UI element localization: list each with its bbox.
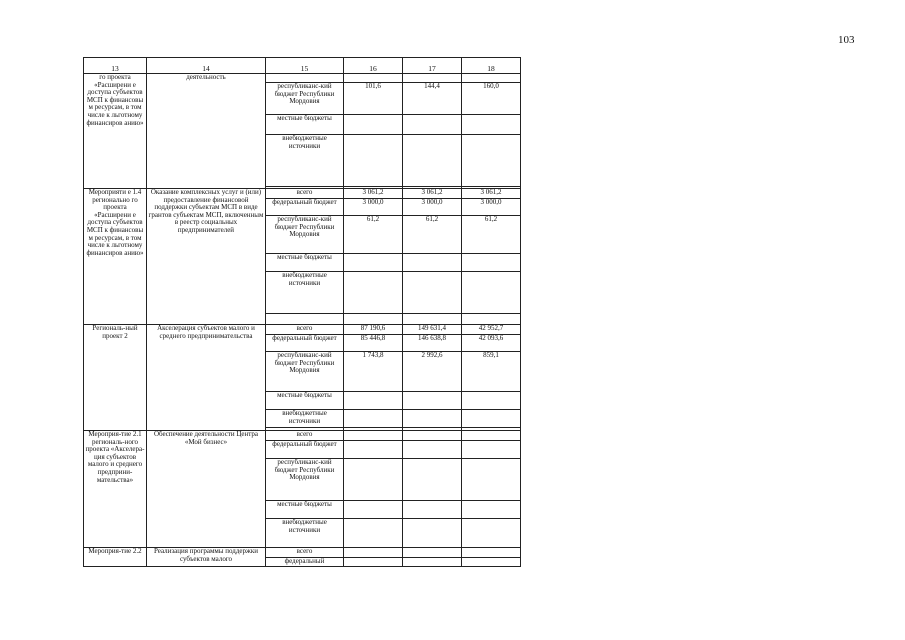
source-cell: всего [266, 431, 344, 441]
value-cell [403, 459, 462, 501]
header-cell: 14 [147, 58, 266, 74]
value-cell [462, 135, 521, 187]
header-cell: 15 [266, 58, 344, 74]
value-cell: 61,2 [344, 216, 403, 254]
source-cell [266, 74, 344, 83]
value-cell [462, 314, 521, 325]
value-cell [462, 272, 521, 314]
header-row [84, 58, 521, 74]
value-cell [462, 254, 521, 272]
event-name-cell: Мероприяти е 1.4 регионально го проекта «Расширени е доступа субъектов МСП к финансовы м ресурсам, в том числе к льготному финансиров анию» [84, 189, 147, 325]
value-cell: 1 743,8 [344, 352, 403, 392]
value-cell [344, 519, 403, 548]
value-cell: 3 000,0 [462, 199, 521, 216]
table-row [84, 189, 521, 199]
budget-table [83, 57, 521, 567]
value-cell [403, 135, 462, 187]
value-cell [462, 558, 521, 567]
value-cell [403, 558, 462, 567]
value-cell: 101,6 [344, 83, 403, 115]
value-cell: 149 631,4 [403, 325, 462, 335]
table-row [84, 431, 521, 441]
value-cell: 87 190,6 [344, 325, 403, 335]
value-cell [403, 272, 462, 314]
description-cell: деятельность [147, 74, 266, 189]
description-cell: Акселерация субъектов малого и среднего предпринимательства [147, 325, 266, 431]
value-cell [462, 115, 521, 135]
value-cell: 42 952,7 [462, 325, 521, 335]
header-cell: 13 [84, 58, 147, 74]
header-cell: 16 [344, 58, 403, 74]
event-name-cell: го проекта «Расширени е доступа субъектов МСП к финансовы м ресурсам, в том числе к льготному финансиров анию» [84, 74, 147, 189]
header-cell: 18 [462, 58, 521, 74]
value-cell [403, 392, 462, 410]
value-cell: 61,2 [462, 216, 521, 254]
source-cell: внебюджетные источники [266, 519, 344, 548]
value-cell [344, 410, 403, 428]
header-cell: 17 [403, 58, 462, 74]
page-number: 103 [838, 34, 855, 46]
value-cell [462, 441, 521, 459]
source-cell: внебюджетные источники [266, 410, 344, 428]
source-cell: местные бюджеты [266, 115, 344, 135]
value-cell [403, 519, 462, 548]
value-cell: 3 061,2 [344, 189, 403, 199]
value-cell [403, 501, 462, 519]
value-cell: 160,0 [462, 83, 521, 115]
value-cell: 3 000,0 [403, 199, 462, 216]
table-row [84, 74, 521, 83]
value-cell [344, 441, 403, 459]
value-cell [344, 392, 403, 410]
event-name-cell: Мероприя-тие 2.2 [84, 548, 147, 567]
value-cell [403, 410, 462, 428]
value-cell [462, 501, 521, 519]
value-cell: 42 093,6 [462, 335, 521, 352]
source-cell: федеральный бюджет [266, 441, 344, 459]
value-cell [462, 74, 521, 83]
description-cell: Реализация программы поддержки субъектов малого [147, 548, 266, 567]
source-cell [266, 314, 344, 325]
value-cell [403, 441, 462, 459]
source-cell: всего [266, 548, 344, 558]
value-cell [403, 74, 462, 83]
value-cell [403, 548, 462, 558]
value-cell [462, 410, 521, 428]
value-cell [344, 135, 403, 187]
source-cell: местные бюджеты [266, 254, 344, 272]
source-cell: всего [266, 325, 344, 335]
value-cell: 2 992,6 [403, 352, 462, 392]
value-cell [462, 392, 521, 410]
source-cell: федеральный [266, 558, 344, 567]
value-cell [462, 519, 521, 548]
source-cell: всего [266, 189, 344, 199]
value-cell: 3 000,0 [344, 199, 403, 216]
value-cell [403, 314, 462, 325]
source-cell: местные бюджеты [266, 501, 344, 519]
value-cell [462, 548, 521, 558]
value-cell [403, 254, 462, 272]
value-cell [344, 558, 403, 567]
source-cell: федеральный бюджет [266, 199, 344, 216]
table-row [84, 548, 521, 558]
table-body [84, 58, 521, 567]
source-cell: внебюджетные источники [266, 272, 344, 314]
value-cell [403, 431, 462, 441]
source-cell: федеральный бюджет [266, 335, 344, 352]
value-cell: 144,4 [403, 83, 462, 115]
value-cell [344, 314, 403, 325]
value-cell [344, 548, 403, 558]
event-name-cell: Мероприя-тие 2.1 региональ-ного проекта «Акселера-ция субъектов малого и среднего предприни-мательства» [84, 431, 147, 548]
value-cell: 3 061,2 [403, 189, 462, 199]
table-row [84, 325, 521, 335]
event-name-cell: Региональ-ный проект 2 [84, 325, 147, 431]
value-cell: 146 638,8 [403, 335, 462, 352]
source-cell: республиканс-кий бюджет Республики Мордовия [266, 459, 344, 501]
value-cell [344, 431, 403, 441]
value-cell: 61,2 [403, 216, 462, 254]
source-cell: республиканс-кий бюджет Республики Мордовия [266, 83, 344, 115]
value-cell [344, 74, 403, 83]
value-cell [403, 115, 462, 135]
description-cell: Обеспечение деятельности Центра «Мой бизнес» [147, 431, 266, 548]
value-cell: 3 061,2 [462, 189, 521, 199]
value-cell [462, 431, 521, 441]
value-cell [344, 115, 403, 135]
value-cell [344, 501, 403, 519]
value-cell: 859,1 [462, 352, 521, 392]
value-cell [344, 254, 403, 272]
value-cell: 85 446,8 [344, 335, 403, 352]
value-cell [462, 459, 521, 501]
source-cell: внебюджетные источники [266, 135, 344, 187]
value-cell [344, 459, 403, 501]
source-cell: республиканс-кий бюджет Республики Мордовия [266, 352, 344, 392]
value-cell [344, 272, 403, 314]
description-cell: Оказание комплексных услуг и (или) предоставление финансовой поддержки субъектам МСП в виде грантов субъектам МСП, включенным в реестр социальных предпринимателей [147, 189, 266, 325]
source-cell: республиканс-кий бюджет Республики Мордовия [266, 216, 344, 254]
source-cell: местные бюджеты [266, 392, 344, 410]
